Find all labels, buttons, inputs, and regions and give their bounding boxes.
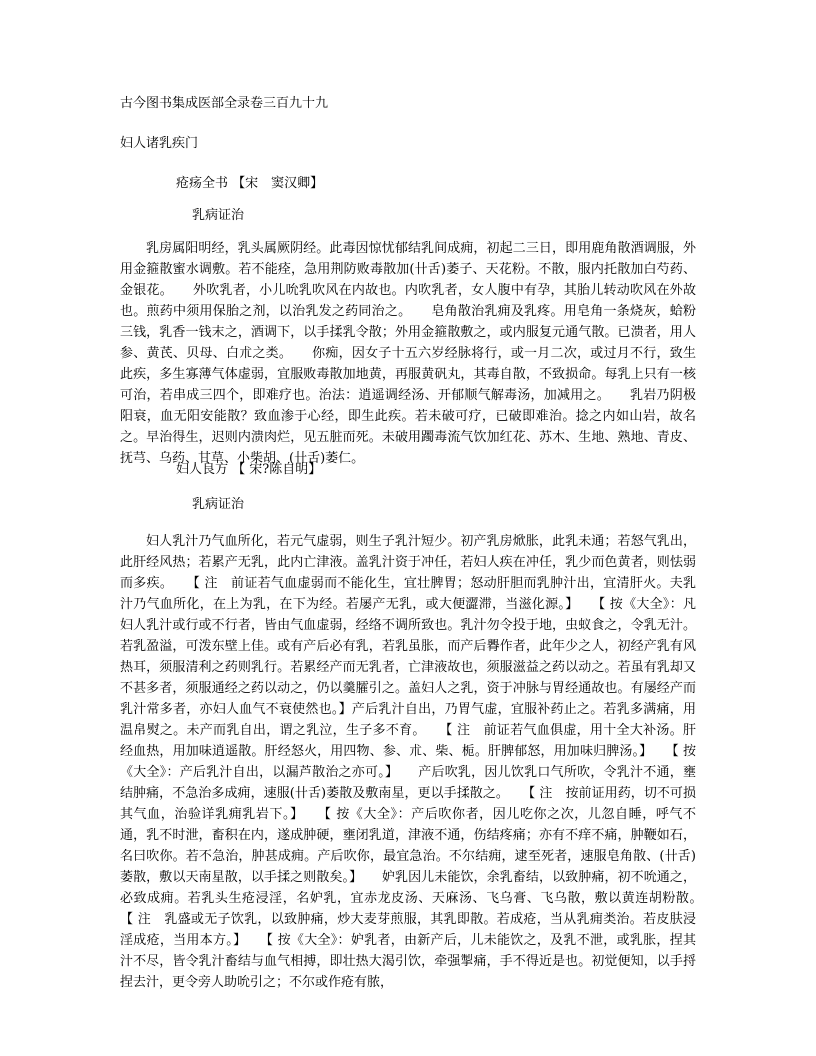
paragraph-2: 妇人乳汁乃气血所化，若元气虚弱，则生子乳汁短少。初产乳房焮胀，此乳未通；若怒气乳出，此肝经风热；若累产无乳，此内亡津液。盖乳汁资于冲任，若妇人疾在冲任，乳少而色黄者，则怯弱而多疾。 【 注 前证若气血虚弱而不能化生，宜壮脾胃；怒动肝胆而乳肿汁出，宜清肝火。夫乳汁乃气血所化，在上为乳，在下为经。若屡产无乳，或大便澀滞，当滋化源。】 【 按《大全》：凡妇人乳汁或行或不行者，皆由气血虚弱，经络不调所致也。乳汁勿令投于地，虫蚁食之，令乳无汁。若乳盈溢，可泼东壁上佳。或有产后必有乳，若乳虽胀，而产后臖作者，此年少之人，初经产乳有风热耳，须服清利之药则乳行。若累经产而无乳者，亡津液故也，须服滋益之药以动之。若虽有乳却又不甚多者，须服通经之药以动之，仍以羹臛引之。盖妇人之乳，资于冲脉与胃经通故也。有屡经产而乳汁常多者，亦妇人血气不衰使然也。】产后乳汁自出，乃胃气虚，宜服补药止之。若乳多满痛，用温帛熨之。未产而乳自出，谓之乳泣，生子多不育。 【 注 前证若气血俱虚，用十全大补汤。肝经血热，用加味逍遥散。肝经怒火，用四物、参、朮、柴、栀。肝脾郁怒，用加味归脾汤。】 【 按《大全》：产后乳汁自出，以漏芦散治之亦可。】 产后吹乳，因儿饮乳口气所吹，令乳汁不通，壅结肿痛，不急治多成痈，速服(卄舌)萎散及敷南星，更以手揉散之。 【 注 按前证用药，切不可损其气血，治验详乳痈乳岩下。】 【 按《大全》：产后吹你者，因儿吃你之次，儿忽自睡，呼气不通，乳不时泄，畜积在内，遂成肿硬，壅闭乳道，津液不通，伤结疼痛；亦有不痒不痛，肿鞭如石，名曰吹你。若不急治，肿甚成痈。产后吹你，最宜急治。不尔结痈，逮至死者，速服皂角散、(卄舌)萎散，敷以天南星散，以手揉之则散矣。】 妒乳因儿未能饮，余乳畜结，以致肿痛，初不吮通之，必致成痈。若乳头生疮浸淫，名妒乳，宜赤龙皮汤、天麻汤、飞乌膏、飞乌散，敷以黄连胡粉散。 【 注 乳盛或无子饮乳，以致肿痛，炒大麦芽煎服，其乳即散。若成疮，当从乳痈类治。若皮肤浸淫成疮，当用本方。】 【 按《大全》：妒乳者，由新产后，儿未能饮之，及乳不泄，或乳胀，捏其汁不尽，皆令乳汁畜结与血气相搏，即壮热大渴引饮，牵强掣痛，手不得近是也。初觉便知，以手捋捏去汁，更令旁人助吮引之；不尔或作疮有脓， bbox=[120, 534, 723, 990]
document-title: 古今图书集成医部全录卷三百九十九 bbox=[120, 96, 329, 111]
source-heading-1: 疮疡全书 【宋 窦汉卿】 bbox=[176, 176, 324, 191]
paragraph-1: 乳房属阳明经，乳头属厥阴经。此毒因惊忧郁结乳间成痈，初起二三日，即用鹿角散酒调服，外用金箍散蜜水调敷。若不能痊，急用荆防败毒散加(卄舌)萎子、天花粉。不散，服内托散加白芍药、金银花。 外吹乳者，小儿吮乳吹风在内故也。内吹乳者，女人腹中有孕，其胎儿转动吹风在外故也。煎药中须用保胎之剂，以治乳发之药同治之。 皂角散治乳痈及乳疼。用皂角一条烧灰，蛤粉三钱，乳香一钱末之，酒调下，以手揉乳令散；外用金箍散敷之，或内服复元通气散。已溃者，用人参、黄芪、贝母、白朮之类。 你痴，因女子十五六岁经脉将行，或一月二次，或过月不行，致生此疾，多生寡薄气体虚弱，宜服败毒散加地黄，再服黄矾丸，其毒自散，不致损命。每乳上只有一核可治，若串成三四个，即难疗也。治法：逍遥调经汤、开郁顺气解毒汤，加减用之。 乳岩乃阴极阳衰，血无阳安能散？致血渗于心经，即生此疾。若未破可疗，已破即难治。捻之内如山岩，故名之。早治得生，迟则内溃肉烂，见五脏而死。未破用躅毒流气饮加红花、苏木、生地、熟地、青皮、抚芎、乌药、甘草、小柴胡、(卄舌)萎仁。 bbox=[120, 241, 696, 466]
source-heading-2: 妇人良方 【 宋?陈自明】 bbox=[176, 462, 322, 477]
section-heading: 妇人诸乳疾门 bbox=[120, 136, 199, 151]
subtitle-2: 乳病证治 bbox=[192, 497, 245, 512]
subtitle-1: 乳病证治 bbox=[192, 208, 245, 223]
